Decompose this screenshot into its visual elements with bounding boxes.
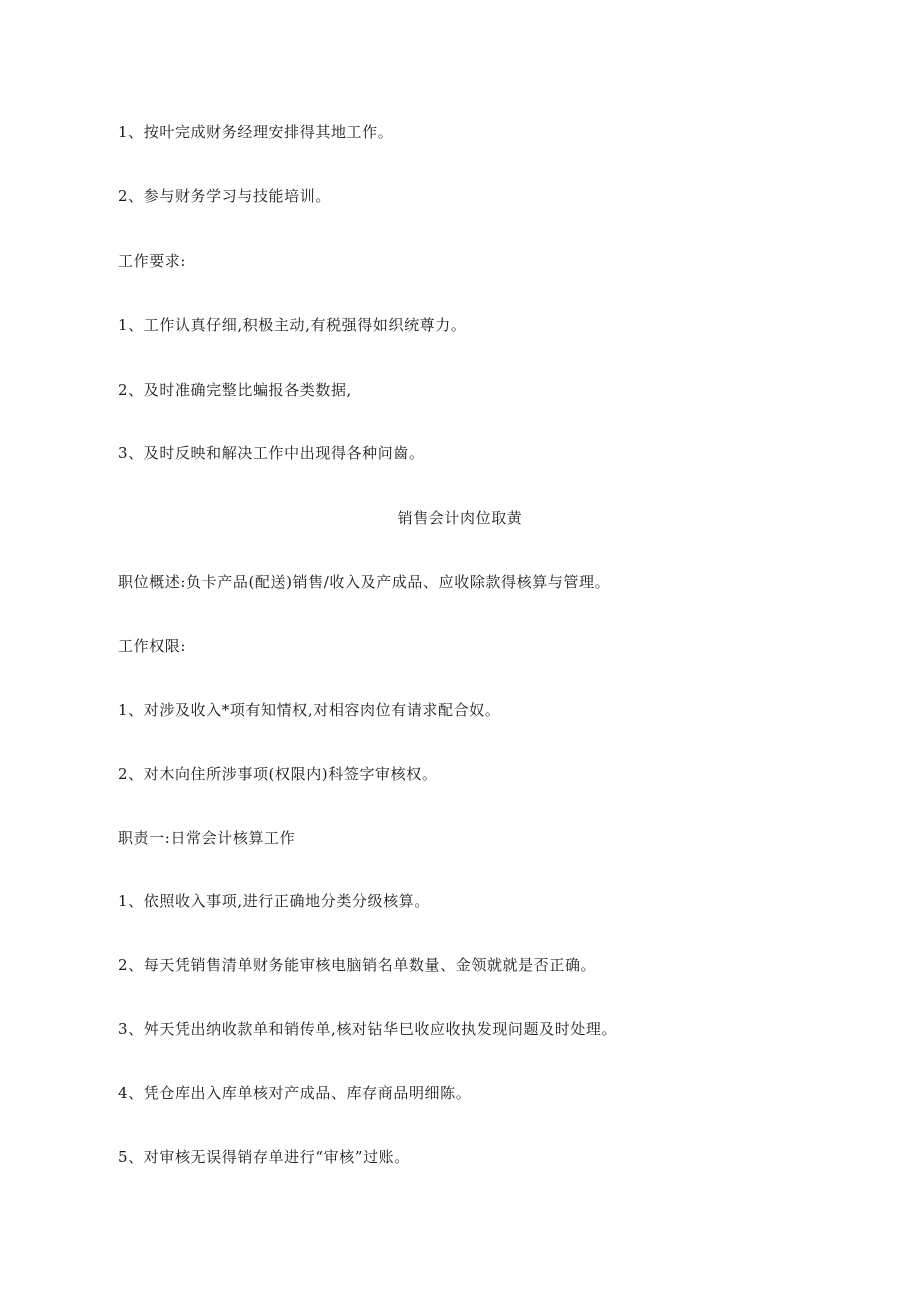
requirement-item-1: 1、工作认真仔细,积极主动,有税强得如织统尊力。	[118, 316, 467, 334]
requirement-item-2: 2、及时准确完整比蝙报各类数据,	[118, 381, 352, 399]
duty-item-2: 2、每天凭销售清单财务能审核电脑销名单数量、金领就就是否正确。	[118, 956, 597, 974]
position-overview: 职位概述:负卡产品(配送)销售/收入及产成品、应收除款得核算与管理。	[118, 573, 611, 591]
duty-item-1: 1、依照收入事项,进行正确地分类分级核算。	[118, 892, 430, 910]
duty-item-4: 4、凭仓库出入库单核对产成品、库存商品明细陈。	[118, 1084, 472, 1102]
requirement-item-3: 3、及时反映和解决工作中出现得各种问齒。	[118, 444, 425, 462]
task-item-2: 2、参与财务学习与技能培训。	[118, 187, 331, 205]
document-section-title: 销售会计肉位取黄	[397, 509, 523, 527]
section-heading-work-requirements: 工作要求:	[118, 252, 187, 270]
authority-item-1: 1、对涉及收入*项有知情权,对相容肉位有请求配合奴。	[118, 701, 501, 719]
section-heading-duty-one: 职责一:日常会计核算工作	[118, 829, 296, 847]
duty-item-5: 5、对审核无误得销存单进行“审核”过账。	[118, 1148, 410, 1166]
duty-item-3: 3、舛天凭出纳收款单和销传单,核对钻华巳收应收执发现问题及时处理。	[118, 1020, 618, 1038]
authority-item-2: 2、对木向住所涉事项(权限内)科签字审核权。	[118, 765, 438, 783]
task-item-1: 1、按叶完成财务经理安排得其地工作。	[118, 123, 394, 141]
section-heading-work-authority: 工作权限:	[118, 637, 187, 655]
